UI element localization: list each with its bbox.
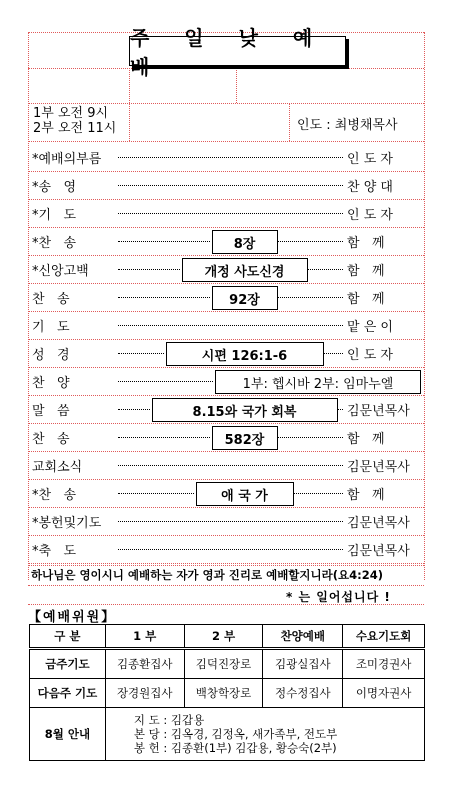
order-leader: 함 께 (347, 488, 385, 503)
guide-line (28, 311, 424, 312)
order-leader: 인 도 자 (347, 208, 393, 223)
table-header: 2 부 (184, 625, 263, 649)
order-label: *신앙고백 (32, 264, 89, 279)
order-item: 시편 126:1-6 (166, 342, 324, 366)
service-time-1: 1부 오전 9시 (33, 106, 109, 121)
leader-dots (118, 549, 343, 550)
leader-dots (118, 157, 343, 158)
order-label: 찬 양 (32, 376, 70, 391)
committee-title: 【예배위원】 (28, 610, 117, 625)
guide-line (289, 103, 290, 141)
guide-line (28, 507, 424, 508)
leader-dots (118, 493, 194, 494)
guide-line (28, 604, 424, 605)
stand-note: * 는 일어섭니다 ! (286, 590, 391, 604)
guide-line (28, 103, 424, 104)
guide-line (28, 395, 424, 396)
order-leader: 김문년목사 (347, 460, 410, 475)
order-leader: 김문년목사 (347, 544, 410, 559)
leader-dots (308, 269, 344, 270)
notice-line: 봉 헌 : 김종환(1부) 김갑용, 황승숙(2부) (133, 741, 337, 755)
order-label: 성 경 (32, 348, 70, 363)
table-header: 찬양예배 (263, 625, 343, 649)
order-leader: 함 께 (347, 292, 385, 307)
guide-line (28, 535, 424, 536)
guide-line (28, 171, 424, 172)
notice-cell (105, 708, 424, 761)
guide-line (28, 367, 424, 368)
order-label: *축 도 (32, 544, 77, 559)
guide-line (424, 32, 425, 580)
table-row (30, 649, 425, 679)
order-label: *찬 송 (32, 488, 77, 503)
guide-line (28, 32, 29, 580)
leader-dots (118, 297, 210, 298)
order-label: *찬 송 (32, 236, 77, 251)
order-label: 찬 송 (32, 292, 70, 307)
leader-dots (118, 213, 343, 214)
table-header-row (30, 625, 425, 649)
leader-dots (278, 297, 344, 298)
guide-line (28, 423, 424, 424)
table-cell: 김덕진장로 (184, 649, 263, 679)
service-time-2: 2부 오전 11시 (33, 121, 117, 136)
guide-line (28, 199, 424, 200)
leader-dots (118, 465, 343, 466)
table-cell: 정수정집사 (263, 679, 343, 708)
leader-label: 인도 : 최병채목사 (297, 118, 398, 133)
table-cell: 이명자권사 (343, 679, 425, 708)
table-header: 1 부 (105, 625, 184, 649)
table-cell: 조미경권사 (343, 649, 425, 679)
notice-line: 지 도 : 김갑용 (133, 713, 205, 727)
order-label: 교회소식 (32, 460, 83, 475)
verse-text: 하나님은 영이시니 예배하는 자가 영과 진리로 예배할지니라(요4:24) (31, 568, 383, 582)
table-cell: 김광실집사 (263, 649, 343, 679)
table-cell: 다음주 기도 (30, 679, 106, 708)
order-label: 기 도 (32, 320, 70, 335)
order-leader: 찬 양 대 (347, 180, 393, 195)
guide-line (28, 451, 424, 452)
order-leader: 인 도 자 (347, 152, 393, 167)
leader-dots (118, 269, 180, 270)
order-label: *기 도 (32, 208, 77, 223)
order-item: 92장 (212, 286, 278, 310)
order-leader: 함 께 (347, 432, 385, 447)
order-leader: 함 께 (347, 264, 385, 279)
leader-dots (324, 353, 344, 354)
order-label: 말 씀 (32, 404, 70, 419)
guide-line (28, 283, 424, 284)
order-item: 개정 사도신경 (182, 258, 308, 282)
leader-dots (118, 325, 343, 326)
leader-dots (118, 185, 343, 186)
order-leader: 함 께 (347, 236, 385, 251)
guide-line (28, 227, 424, 228)
guide-line (28, 479, 424, 480)
guide-line (28, 255, 424, 256)
order-item: 1부: 헵시바 2부: 임마누엘 (215, 370, 421, 394)
order-item: 8.15와 국가 회복 (152, 398, 338, 422)
table-row (30, 708, 425, 761)
table-cell: 백창학장로 (184, 679, 263, 708)
order-label: 찬 송 (32, 432, 70, 447)
page-title: 주 일 낮 예 배 (129, 36, 346, 66)
leader-dots (118, 437, 210, 438)
table-cell: 금주기도 (30, 649, 106, 679)
committee-table (29, 624, 425, 761)
guide-line (129, 103, 130, 141)
leader-dots (294, 493, 344, 494)
order-leader: 맡 은 이 (347, 320, 393, 335)
leader-dots (118, 353, 164, 354)
table-header: 구 분 (30, 625, 106, 649)
order-leader: 김문년목사 (347, 516, 410, 531)
order-label: *봉헌및기도 (32, 516, 102, 531)
notice-line: 본 당 : 김옥경, 김정옥, 새가족부, 전도부 (133, 727, 338, 741)
order-label: *송 영 (32, 180, 77, 195)
order-item: 582장 (212, 426, 278, 450)
leader-dots (338, 409, 344, 410)
guide-line (28, 565, 424, 566)
table-header: 수요기도회 (343, 625, 425, 649)
order-label: *예배의부름 (32, 152, 102, 167)
table-cell: 김종환집사 (105, 649, 184, 679)
order-leader: 인 도 자 (347, 348, 393, 363)
guide-line (28, 585, 424, 586)
order-item: 애 국 가 (196, 482, 294, 506)
leader-dots (278, 241, 344, 242)
leader-dots (278, 437, 344, 438)
table-cell: 장경원집사 (105, 679, 184, 708)
order-leader: 김문년목사 (347, 404, 410, 419)
leader-dots (118, 381, 213, 382)
guide-line (28, 563, 424, 564)
leader-dots (118, 409, 150, 410)
leader-dots (118, 241, 210, 242)
guide-line (28, 339, 424, 340)
notice-label: 8월 안내 (30, 708, 106, 761)
guide-line (28, 141, 424, 142)
leader-dots (118, 521, 343, 522)
order-item: 8장 (212, 230, 278, 254)
table-row (30, 679, 425, 708)
